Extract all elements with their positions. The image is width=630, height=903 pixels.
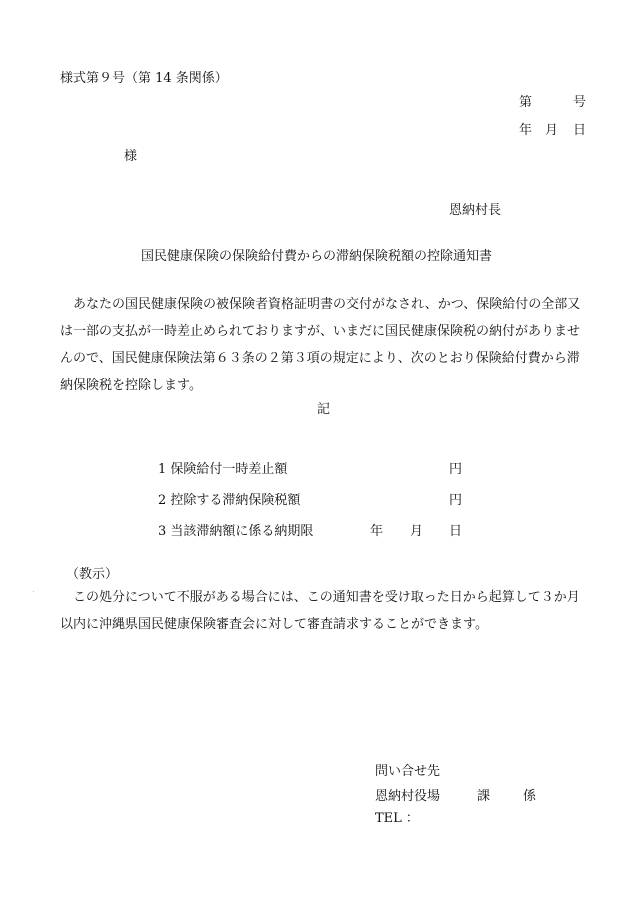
body-line: は一部の支払が一時差止められておりますが、いまだに国民健康保険税の納付がありませ <box>60 324 581 339</box>
ki-heading: 記 <box>317 402 331 417</box>
doc-number-suffix: 号 <box>573 95 587 110</box>
addressee-suffix: 様 <box>124 149 138 164</box>
form-number: 様式第９号（第 14 条関係） <box>60 71 228 86</box>
date-day: 日 <box>573 123 587 138</box>
instruction-line: この処分について不服がある場合には、この通知書を受け取った日から起算して３か月 <box>73 590 580 605</box>
document-title: 国民健康保険の保険給付費からの滞納保険税額の控除通知書 <box>141 249 493 264</box>
item-1-unit: 円 <box>449 462 463 477</box>
body-line: んので、国民健康保険法第６３条の２第３項の規定により、次のとおり保険給付費から滞 <box>60 351 580 366</box>
contact-staff: 係 <box>523 789 537 804</box>
issuer: 恩納村長 <box>449 203 502 218</box>
item-3-label: 3 当該滞納額に係る納期限 <box>158 524 314 539</box>
instruction-paragraph <box>60 584 590 638</box>
item-2-unit: 円 <box>449 493 463 508</box>
body-paragraph <box>60 291 590 399</box>
item-3-year: 年 <box>370 524 384 539</box>
contact-section: 課 <box>477 789 491 804</box>
instruction-line: 以内に沖縄県国民健康保険審査会に対して審査請求することができます。 <box>60 617 488 632</box>
contact-office: 恩納村役場 <box>375 789 441 804</box>
contact-tel: TEL ： <box>375 811 419 826</box>
date-year: 年 <box>519 123 533 138</box>
instruction-heading: （教示） <box>66 567 119 582</box>
item-3-day: 日 <box>449 524 463 539</box>
item-2-label: 2 控除する滞納保険税額 <box>158 493 301 508</box>
body-line: 納保険税を控除します。 <box>60 378 202 393</box>
doc-number-label: 第 <box>519 95 533 110</box>
body-line: あなたの国民健康保険の被保険者資格証明書の交付がなされ、かつ、保険給付の全部又 <box>73 297 581 312</box>
contact-heading: 問い合せ先 <box>375 764 441 779</box>
item-1-label: 1 保険給付一時差止額 <box>158 462 288 477</box>
date-month: 月 <box>545 123 559 138</box>
item-3-month: 月 <box>410 524 424 539</box>
scan-speck <box>33 591 34 592</box>
